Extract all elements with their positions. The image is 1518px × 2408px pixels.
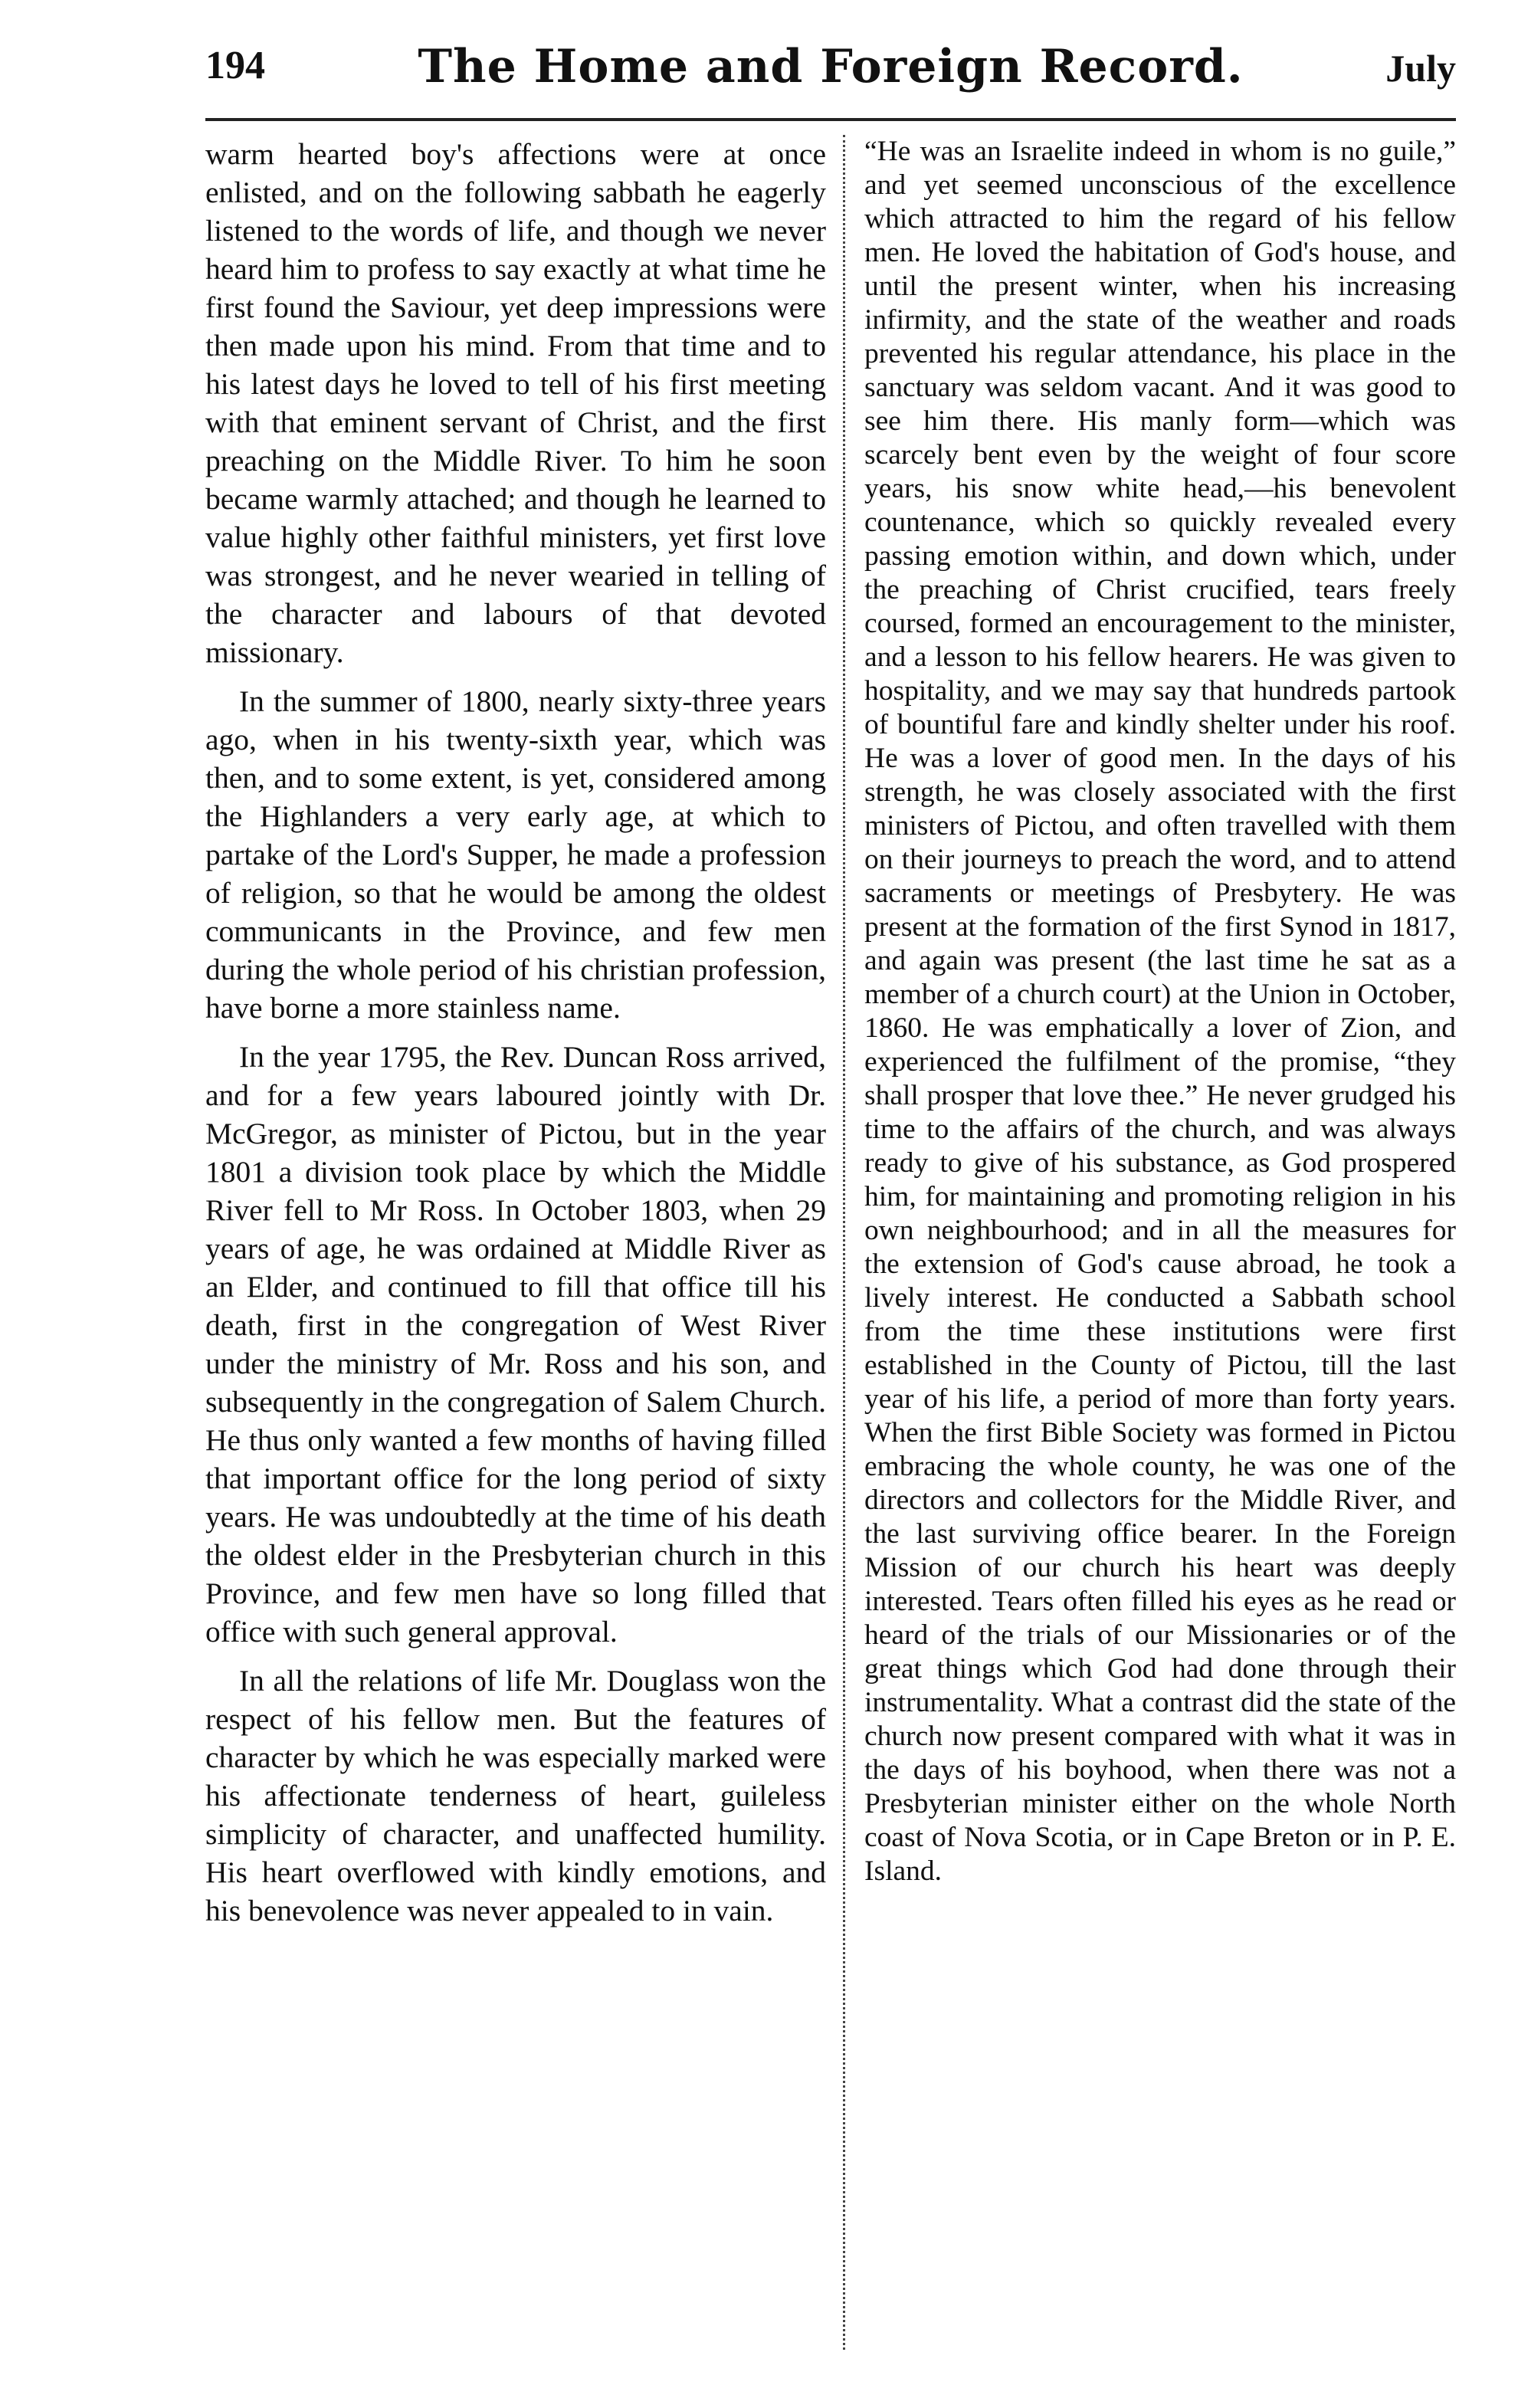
- paragraph: “He was an Israelite indeed in whom is no guile,” and yet seemed unconscious of the excellence which attracted to him the regard of his fellow men. He loved the habitation of God's house, and until the present winter, when his increasing infirmity, and the state of the weather and roads prevented his regular attendance, his place in the sanctuary was seldom vacant. And it was good to see him there. His manly form—which was scarcely bent even by the weight of four score years, his snow white head,—his benevolent countenance, which so quickly revealed every passing emotion within, and down which, under the preaching of Christ crucified, tears freely coursed, formed an encouragement to the minister, and a lesson to his fellow hearers. He was given to hospitality, and we may say that hundreds partook of bountiful fare and kindly shelter under his roof. He was a lover of good men. In the days of his strength, he was closely associated with the first ministers of Pictou, and often travelled with them on their journeys to preach the word, and to attend sacraments or meetings of Presbytery. He was present at the formation of the first Synod in 1817, and again was present (the last time he sat as a member of a church court) at the Union in October, 1860. He was emphatically a lover of Zion, and experienced the fulfilment of the promise, “they shall prosper that love thee.” He never grudged his time to the affairs of the church, and was always ready to give of his substance, as God prospered him, for maintaining and promoting religion in his own neighbourhood; and in all the measures for the extension of God's cause abroad, he took a lively interest. He conducted a Sabbath school from the time these institutions were first established in the County of Pictou, till the last year of his life, a period of more than forty years. When the first Bible Society was formed in Pictou embracing the whole county, he was one of the directors and collectors for the Middle River, and the last surviving office bearer. In the Foreign Mission of our church his heart was deeply interested. Tears often filled his eyes as he read or heard of the trials of our Missionaries or of the great things which God had done through their instrumentality. What a contrast did the state of the church now present compared with what it was in the days of his boyhood, when there was not a Presbyterian minister either on the whole North coast of Nova Scotia, or in Cape Breton or in P. E. Island.: [864, 136, 1456, 1887]
- journal-title: The Home and Foreign Record.: [418, 40, 1244, 93]
- column-divider: [843, 135, 845, 2350]
- left-column: [205, 135, 826, 2342]
- paragraph: In all the relations of life Mr. Douglass won the respect of his fellow men. But the features of character by which he was especially marked were his affectionate tenderness of heart, guileless simplicity of character, and unaffected humility. His heart overflowed with kindly emotions, and his benevolence was never appealed to in vain.: [205, 1664, 826, 1927]
- header-rule: [205, 118, 1456, 121]
- issue-month: July: [1385, 47, 1456, 90]
- page-header: [205, 40, 1456, 127]
- paragraph: In the year 1795, the Rev. Duncan Ross arrived, and for a few years laboured jointly with Dr. McGregor, as minister of Pictou, but in the year 1801 a division took place by which the Middle River fell to Mr Ross. In October 1803, when 29 years of age, he was ordained at Middle River as an Elder, and continued to fill that office till his death, first in the congregation of West River under the ministry of Mr. Ross and his son, and subsequently in the congregation of Salem Church. He thus only wanted a few months of having filled that important office for the long period of sixty years. He was undoubtedly at the time of his death the oldest elder in the Presbyterian church in this Province, and few men have so long filled that office with such general approval.: [205, 1040, 826, 1649]
- paragraph: warm hearted boy's affections were at once enlisted, and on the following sabbath he eagerly listened to the words of life, and though we never heard him to profess to say exactly at what time he first found the Saviour, yet deep impressions were then made upon his mind. From that time and to his latest days he loved to tell of his first meeting with that eminent servant of Christ, and the first preaching on the Middle River. To him he soon became warmly attached; and though he learned to value highly other faithful ministers, yet first love was strongest, and he never wearied in telling of the character and labours of that devoted missionary.: [205, 137, 826, 669]
- right-column: [864, 135, 1456, 2342]
- page-number: 194: [205, 44, 265, 87]
- paragraph: In the summer of 1800, nearly sixty-three years ago, when in his twenty-sixth year, which was then, and to some extent, is yet, considered among the Highlanders a very early age, at which to partake of the Lord's Supper, he made a profession of religion, so that he would be among the oldest communicants in the Province, and few men during the whole period of his christian profession, have borne a more stainless name.: [205, 684, 826, 1025]
